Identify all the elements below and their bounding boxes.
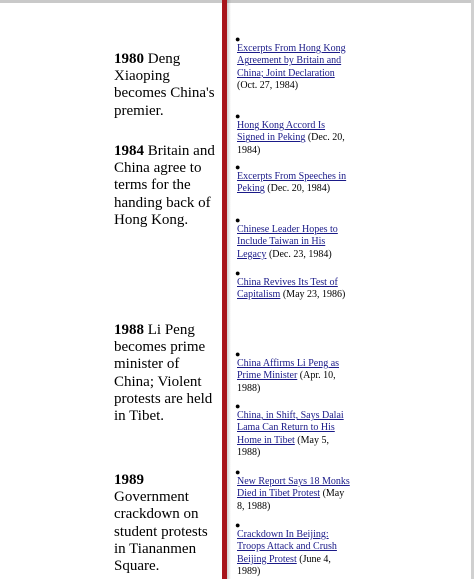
top-border: [0, 0, 474, 3]
article-item: [235, 215, 353, 261]
bullet-icon: ●: [235, 34, 241, 44]
article-link[interactable]: Excerpts From Hong Kong Agreement by Britain and China; Joint Declaration: [237, 43, 346, 79]
article-link[interactable]: China Affirms Li Peng as Prime Minister: [237, 358, 340, 382]
event-1988: [114, 322, 222, 425]
event-year: 1980: [114, 51, 144, 67]
timeline-divider-shadow: [227, 0, 231, 579]
article-item: [235, 401, 353, 460]
bullet-icon: ●: [235, 111, 241, 121]
article-link[interactable]: Hong Kong Accord Is Signed in Peking: [237, 120, 326, 144]
article-item: [235, 349, 353, 395]
article-date: (Oct. 27, 1984): [237, 80, 299, 92]
article-item: [235, 34, 353, 93]
article-item: [235, 111, 353, 157]
article-date: (May 5, 1988): [237, 434, 329, 459]
article-link[interactable]: Chinese Leader Hopes to Include Taiwan in His Legacy: [237, 224, 338, 260]
article-date: (May 8, 1988): [237, 488, 345, 512]
article-link[interactable]: Crackdown In Beijing: Troops Attack and Crush Beijing Protest: [237, 529, 337, 565]
event-year: 1988: [114, 322, 144, 338]
event-text: Deng Xiaoping becomes China's premier.: [114, 51, 215, 119]
event-text: Government crackdown on student protests in Tiananmen Square.: [114, 489, 208, 575]
article-item: [235, 162, 353, 196]
article-date: (June 4, 1989): [237, 553, 331, 578]
article-link[interactable]: New Report Says 18 Monks Died in Tibet Protest: [237, 476, 350, 500]
bullet-icon: ●: [235, 349, 241, 359]
article-date: (May 23, 1986): [280, 289, 346, 301]
bullet-icon: ●: [235, 162, 241, 172]
article-item: [235, 268, 353, 302]
event-1989: [114, 472, 222, 575]
bullet-icon: ●: [235, 215, 241, 225]
event-text: Li Peng becomes prime minister of China; Violent protests are held in Tibet.: [114, 322, 213, 425]
article-date: (Dec. 20, 1984): [237, 132, 345, 156]
article-link[interactable]: Excerpts From Speeches in Peking: [237, 171, 347, 195]
event-1980: [114, 51, 222, 120]
bullet-icon: ●: [235, 467, 241, 477]
bullet-icon: ●: [235, 268, 241, 278]
article-item: [235, 467, 353, 513]
article-date: (Dec. 20, 1984): [264, 183, 331, 195]
bullet-icon: ●: [235, 520, 241, 530]
event-text: Britain and China agree to terms for the handing back of Hong Kong.: [114, 143, 215, 228]
bullet-icon: ●: [235, 401, 241, 411]
article-link[interactable]: China, in Shift, Says Dalai Lama Can Return to His Home in Tibet: [237, 410, 344, 446]
article-date: (Apr. 10, 1988): [237, 370, 336, 394]
event-1984: [114, 143, 222, 229]
article-date: (Dec. 23, 1984): [266, 248, 332, 260]
article-item: [235, 520, 353, 579]
article-link[interactable]: China Revives Its Test of Capitalism: [237, 277, 338, 301]
event-year: 1989: [114, 472, 144, 488]
event-year: 1984: [114, 143, 144, 159]
